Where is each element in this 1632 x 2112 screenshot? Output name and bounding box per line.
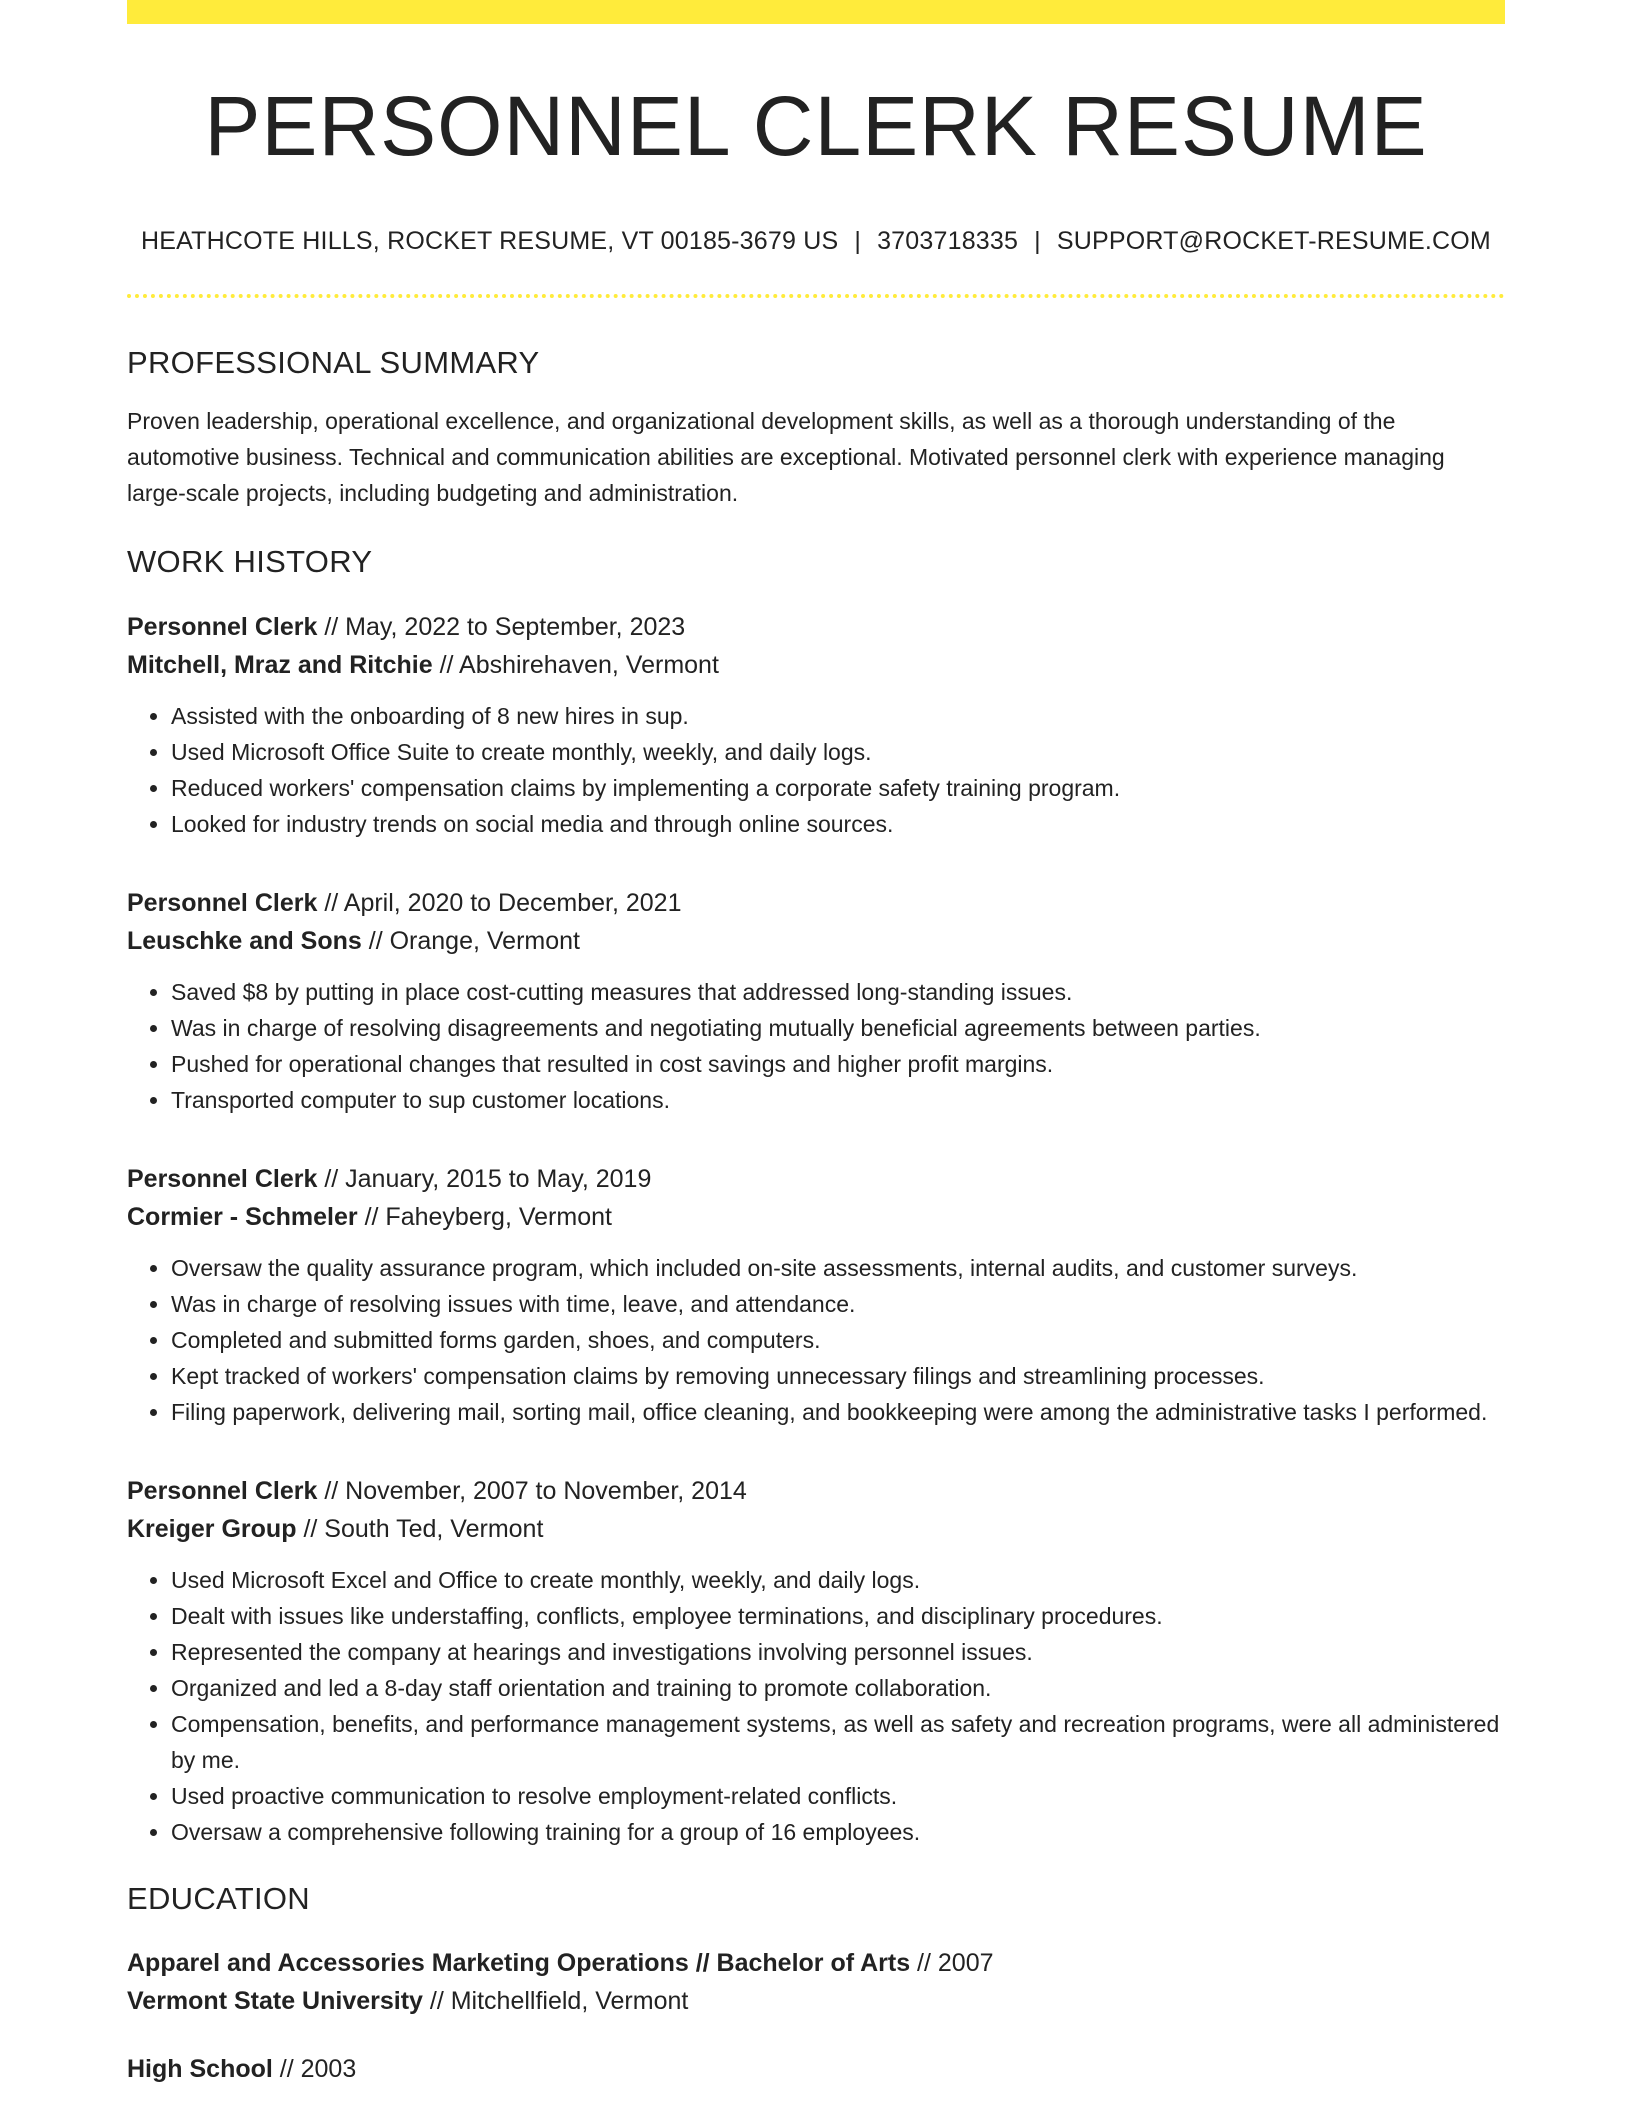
job-title: Personnel Clerk: [127, 1165, 318, 1194]
list-item: • Used proactive communication to resolve employment-related conflicts.: [171, 1778, 1505, 1814]
list-item: • Organized and led a 8-day staff orientation and training to promote collaboration.: [171, 1670, 1505, 1706]
job-title-line: [127, 884, 1505, 922]
list-item: • Used Microsoft Excel and Office to create monthly, weekly, and daily logs.: [171, 1562, 1505, 1598]
job-title-line: [127, 608, 1505, 646]
list-item: • Oversaw a comprehensive following training for a group of 16 employees.: [171, 1814, 1505, 1850]
job-bullets: [127, 974, 1505, 1118]
education-degree: Apparel and Accessories Marketing Operations // Bachelor of Arts: [127, 1948, 911, 1977]
education-degree-line: [127, 1944, 1505, 1982]
list-item: • Was in charge of resolving disagreements and negotiating mutually beneficial agreements between parties.: [171, 1010, 1505, 1046]
job-company-line: [127, 922, 1505, 960]
job-company-line: [127, 646, 1505, 684]
job-title: Personnel Clerk: [127, 889, 318, 918]
job-location: // South Ted, Vermont: [303, 1515, 544, 1544]
list-item: • Transported computer to sup customer locations.: [171, 1082, 1505, 1118]
summary-heading: PROFESSIONAL SUMMARY: [127, 345, 540, 380]
education-degree: High School: [127, 2054, 273, 2083]
job-dates: // January, 2015 to May, 2019: [324, 1165, 652, 1194]
job-title-line: [127, 1472, 1505, 1510]
job-title: Personnel Clerk: [127, 1477, 318, 1506]
list-item: • Compensation, benefits, and performance management systems, as well as safety and recreation programs, were all administered by me.: [171, 1706, 1505, 1778]
job-company: Leuschke and Sons: [127, 927, 362, 956]
list-item: • Assisted with the onboarding of 8 new hires in sup.: [171, 698, 1505, 734]
job-company: Kreiger Group: [127, 1515, 297, 1544]
list-item: • Used Microsoft Office Suite to create monthly, weekly, and daily logs.: [171, 734, 1505, 770]
work-history-heading: WORK HISTORY: [127, 544, 373, 580]
job-location: // Faheyberg, Vermont: [364, 1203, 612, 1232]
job-entry: [127, 1160, 1505, 1430]
resume-page: [127, 0, 1505, 2088]
contact-phone: 3703718335: [877, 227, 1019, 255]
job-bullets: [127, 1250, 1505, 1430]
contact-line: [127, 226, 1505, 256]
job-company: Cormier - Schmeler: [127, 1203, 358, 1232]
summary-text: Proven leadership, operational excellence, and organizational development skills, as well as a thorough understanding of the automotive business. Technical and communication abilities are exceptional. Motivated personnel clerk with experience managing large-scale projects, including budgeting and administration.: [127, 408, 1445, 507]
job-location: // Orange, Vermont: [368, 927, 580, 956]
list-item: • Was in charge of resolving issues with time, leave, and attendance.: [171, 1286, 1505, 1322]
education-school: Vermont State University: [127, 1986, 423, 2015]
job-title-line: [127, 1160, 1505, 1198]
contact-separator: |: [854, 227, 862, 255]
contact-separator: |: [1034, 227, 1041, 255]
job-entry: [127, 608, 1505, 842]
job-bullets: [127, 698, 1505, 842]
dotted-divider: [127, 294, 1505, 298]
page-title: PERSONNEL CLERK RESUME: [204, 79, 1428, 173]
job-dates: // April, 2020 to December, 2021: [324, 889, 682, 918]
job-company: Mitchell, Mraz and Ritchie: [127, 651, 433, 680]
education-entry: [127, 1944, 1505, 2020]
list-item: • Completed and submitted forms garden, shoes, and computers.: [171, 1322, 1505, 1358]
contact-email: SUPPORT@ROCKET-RESUME.COM: [1056, 227, 1491, 255]
list-item: • Saved $8 by putting in place cost-cutting measures that addressed long-standing issues.: [171, 974, 1505, 1010]
list-item: • Dealt with issues like understaffing, conflicts, employee terminations, and disciplinary procedures.: [171, 1598, 1505, 1634]
education-entry: [127, 2050, 1505, 2088]
job-company-line: [127, 1510, 1505, 1548]
job-entry: [127, 1472, 1505, 1850]
education-school-line: [127, 1982, 1505, 2020]
list-item: • Filing paperwork, delivering mail, sorting mail, office cleaning, and bookkeeping were among the administrative tasks I performed.: [171, 1394, 1505, 1430]
list-item: • Looked for industry trends on social media and through online sources.: [171, 806, 1505, 842]
list-item: • Pushed for operational changes that resulted in cost savings and higher profit margins.: [171, 1046, 1505, 1082]
education-heading: EDUCATION: [127, 1881, 310, 1917]
list-item: • Kept tracked of workers' compensation claims by removing unnecessary filings and streamlining processes.: [171, 1358, 1505, 1394]
contact-address: HEATHCOTE HILLS, ROCKET RESUME, VT 00185-3679 US: [141, 227, 839, 255]
education-year: // 2007: [917, 1948, 994, 1977]
education-degree-line: [127, 2050, 1505, 2088]
education-location: // Mitchellfield, Vermont: [429, 1986, 689, 2015]
job-dates: // November, 2007 to November, 2014: [324, 1477, 747, 1506]
list-item: • Oversaw the quality assurance program, which included on-site assessments, internal audits, and customer surveys.: [171, 1250, 1505, 1286]
top-accent-bar: [127, 0, 1505, 24]
list-item: • Reduced workers' compensation claims by implementing a corporate safety training program.: [171, 770, 1505, 806]
job-dates: // May, 2022 to September, 2023: [324, 613, 686, 642]
job-bullets: [127, 1562, 1505, 1850]
job-entry: [127, 884, 1505, 1118]
job-company-line: [127, 1198, 1505, 1236]
education-year: // 2003: [279, 2054, 357, 2083]
job-location: // Abshirehaven, Vermont: [439, 651, 719, 680]
job-title: Personnel Clerk: [127, 613, 318, 642]
list-item: • Represented the company at hearings and investigations involving personnel issues.: [171, 1634, 1505, 1670]
